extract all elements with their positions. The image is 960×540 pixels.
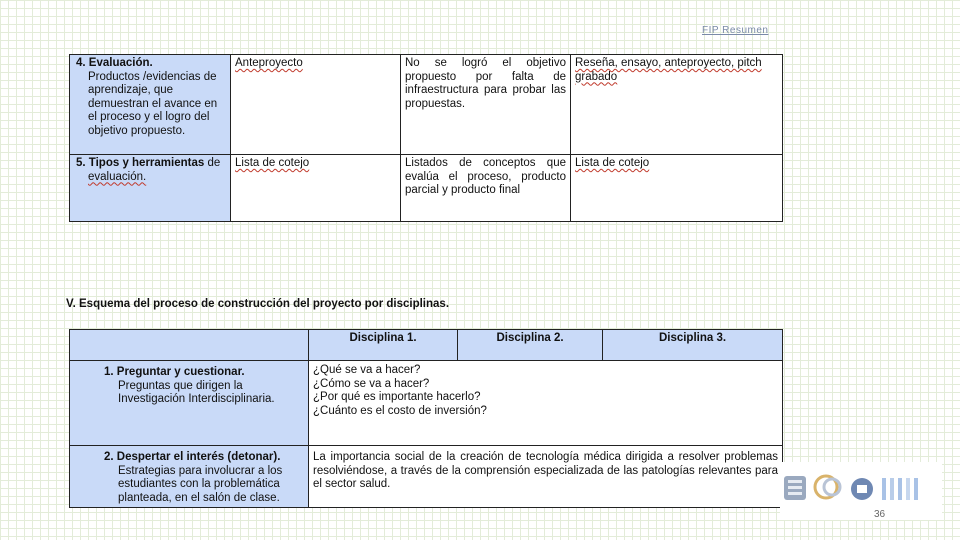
question-line: ¿Por qué es importante hacerlo? <box>313 391 481 403</box>
department-logo-icon <box>851 478 873 500</box>
anniversary-logo-icon <box>815 476 840 498</box>
cell-text: No se logró el objetivo propuesto por falta de infraestructura para probar las propuestas. <box>405 57 566 110</box>
row-title-suffix: de <box>207 157 221 169</box>
document-header-tag: FIP Resumen <box>702 25 769 36</box>
row-title: 1. Preguntar y cuestionar. <box>104 366 245 378</box>
question-line: ¿Cuánto es el costo de inversión? <box>313 404 487 417</box>
cell-text: Lista de cotejo <box>235 157 310 169</box>
page-number: 36 <box>874 509 886 520</box>
cell-text: Listados de conceptos que evalúa el proceso, producto parcial y producto final <box>405 157 566 196</box>
question-line: ¿Cómo se va a hacer? <box>313 377 430 390</box>
evaluation-label-cell <box>70 55 231 155</box>
cell-text: Lista de cotejo <box>575 157 650 169</box>
discipline-header: Disciplina 2. <box>458 330 603 361</box>
institution-logos <box>780 462 942 520</box>
table-header-row <box>70 330 783 361</box>
table-cell <box>571 55 783 155</box>
evaluation-table <box>69 54 783 222</box>
row-title: 2. Despertar el interés (detonar). <box>104 451 281 463</box>
table-row <box>70 361 783 446</box>
row-description: Productos /evidencias de aprendizaje, que demuestran el avance en el proceso y el logro del objetivo propuesto. <box>88 70 218 137</box>
logos-strip <box>780 462 942 502</box>
discipline-header: Disciplina 1. <box>309 330 458 361</box>
discipline-table <box>69 329 783 508</box>
table-row <box>70 155 783 222</box>
table-row <box>70 446 783 508</box>
university-seal-icon <box>784 476 806 500</box>
table-cell <box>571 155 783 222</box>
discipline-header: Disciplina 3. <box>603 330 783 361</box>
evaluation-label-cell <box>70 155 231 222</box>
cell-text: Anteproyecto <box>235 57 303 69</box>
process-label-cell <box>70 446 309 508</box>
question-line: ¿Qué se va a hacer? <box>313 364 421 376</box>
cell-text: Reseña, ensayo, anteproyecto, pitch grabado <box>575 57 762 83</box>
row-description: evaluación. <box>88 170 147 183</box>
row-title: 5. Tipos y herramientas <box>76 157 205 169</box>
empty-header-cell <box>70 330 309 361</box>
stripes-logo-icon <box>882 478 918 500</box>
table-cell <box>231 55 401 155</box>
row-title: 4. Evaluación. <box>76 57 153 69</box>
row-description: Preguntas que dirigen la Investigación Interdisciplinaria. <box>118 379 275 405</box>
process-label-cell <box>70 361 309 446</box>
table-cell <box>231 155 401 222</box>
row-description: Estrategias para involucrar a los estudiantes con la problemática planteada, en el salón de clase. <box>118 464 283 504</box>
process-content-cell <box>309 361 783 446</box>
section-title: V. Esquema del proceso de construcción del proyecto por disciplinas. <box>66 298 450 310</box>
table-row <box>70 55 783 155</box>
process-content-cell: La importancia social de la creación de tecnología médica dirigida a resolver problemas resolviéndose, a través de la comprensión especializada de las patologías relevantes para el sector salud. <box>309 446 783 508</box>
table-cell <box>401 155 571 222</box>
table-cell <box>401 55 571 155</box>
